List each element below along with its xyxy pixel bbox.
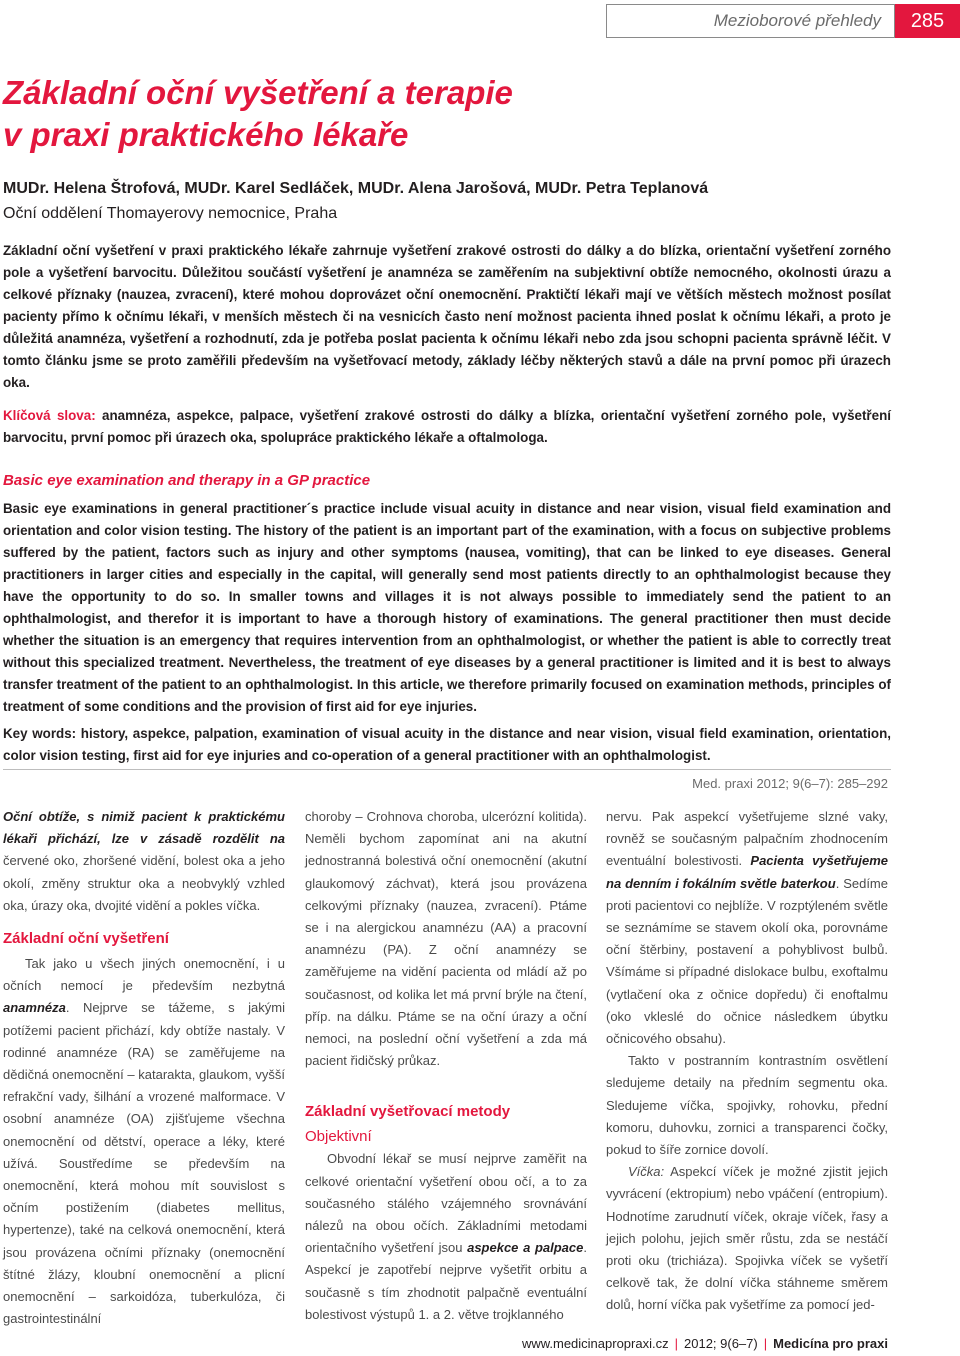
authors: MUDr. Helena Štrofová, MUDr. Karel Sedláček, MUDr. Alena Jarošová, MUDr. Petra Teplanová [3, 180, 709, 197]
abstract-en-title: Basic eye examination and therapy in a GP practice [3, 472, 371, 489]
citation: Med. praxi 2012; 9(6–7): 285–292 [692, 776, 888, 791]
col3-paragraph-1 [606, 806, 888, 1050]
col2-p2-term: aspekce a palpace [467, 1240, 584, 1256]
title-line-2: v praxi praktického lékaře [3, 116, 409, 153]
page-number: 285 [895, 4, 960, 38]
col2-p2-text-c: . Aspekcí je zapotřebí nejprve vyšetřit orbitu a současně s tím zhodnotit palpačně eventuální bolestivost výstupů 1. a 2. větve trojklanného [305, 1240, 587, 1322]
col2-p2-text-a: Obvodní lékař se musí nejprve zaměřit na celkové orientační vyšetření obou očí, a to za současného stálého vzájemného srovnávání nálezů na obou očích. Základními metodami orientačního vyšetření jsou [305, 1151, 587, 1256]
footer-divider-1: | [674, 1336, 678, 1351]
col3-p1-emphasis: Pacienta vyšetřujeme na denním i fokálním světle baterkou [606, 853, 889, 891]
article-title [3, 72, 903, 156]
section-heading-methods: Základní vyšetřovací metody [305, 1103, 511, 1121]
subheading-objective: Objektivní [305, 1128, 372, 1146]
eyelids-label: Víčka: [628, 1164, 665, 1180]
abstract-en: Basic eye examinations in general practitioner´s practice include visual acuity in distance and near vision, visual field examination and orientation and color vision testing. The history of the patient is an important part of the examination, with a focus on subjective problems suffered by the patient, factors such as injury and other symptoms (nausea, vomiting), that can be linked to eye diseases. General practitioners in larger cities and especially in the capital, will generally send most patients directly to an ophthalmologist because they have the opportunity to do so. In smaller towns and villages it is not always possible to immediately send the patient to an ophthalmologist, and therefor it is important to have a thorough history of examinations. The general practitioner then must decide whether the situation is an emergency that requires intervention from an ophthalmologist, or whether the patient is able to correctly treat without this specialized treatment. Nevertheless, the treatment of eye diseases by a general practitioner is limited and it is best to always transfer treatment of the patient to an ophthalmologist. In this article, we therefore primarily focused on examination methods, principles of treatment of some conditions and the provision of first aid for eye injuries. [3, 501, 891, 714]
footer-url[interactable]: www.medicinapropraxi.cz [521, 1336, 669, 1351]
section-heading-basic-exam: Základní oční vyšetření [3, 930, 169, 948]
intro-lead: Oční obtíže, s nimiž pacient k praktickému lékaři přichází, lze v zásadě rozdělit na [3, 809, 285, 847]
keywords-en [3, 723, 891, 767]
anamnesis-text-a: Tak jako u všech jiných onemocnění, i u očních nemocí je především nezbytná [3, 956, 285, 994]
col3-paragraph-2: Takto v postranním kontrastním osvětlení sledujeme detaily na předním segmentu oka. Sledujeme víčka, spojivky, rohovku, přední komoru, duhovku, zornici a transparenci čočky, pokud to šíře zornice dovolí. [606, 1053, 888, 1158]
footer-issue: 2012; 9(6–7) [684, 1336, 758, 1351]
intro-paragraph [3, 806, 285, 917]
col3-p1-text-a: nervu. Pak aspekcí vyšetřujeme slzné vaky, rovněž se současným palpačním zhodnocením eventuální bolestivosti. [606, 809, 888, 869]
anamnesis-text-c: . Nejprve se tážeme, s jakými potížemi pacient přichází, kdy obtíže nastaly. V rodinné anamnéze (RA) se zaměřujeme na dědičná onemocnění – katarakta, glaukom, vyšší refrakční vady, šilhání a vrozené malformace. V osobní anamnéze (OA) zjišťujeme všechna onemocnění od dětství, operace a léky, které užívá. Soustředíme se především na onemocnění, která mohou mít souvislost s očním postižením (diabetes mellitus, hypertenze), také na celková onemocnění, která jsou provázena očními příznaky (onemocnění štítné žlázy, kloubní onemocnění a plicní onemocnění – sarkoidóza, tuberkulóza, či gastrointestinální [3, 1000, 285, 1327]
body-column-3 [606, 806, 888, 1317]
abstract-cz: Základní oční vyšetření v praxi praktického lékaře zahrnuje vyšetření zrakové ostrosti do dálky a do blízka, orientační vyšetření zorného pole a vyšetření barvocitu. Důležitou součástí vyšetření je anamnéza se zaměřením na subjektivní obtíže nemocného, okolnosti úrazu a celkové příznaky (nauzea, zvracení), které mohou doprovázet oční onemocnění. Praktičtí lékaři mají ve větších městech možnost posílat pacienty přímo k očnímu lékaři, v menších městech či na vesnicích často není možnost pacienta ihned poslat k očnímu lékaři, a proto je důležitá anamnéza, vyšetření a rozhodnutí, zda je potřeba poslat pacienta k očnímu lékaři nebo zda jsou schopni pacienta správně léčit. V tomto článku jsme se proto zaměřili především na vyšetřovací metody, základy léčby některých stavů a dále na první pomoc při úrazech oka. [3, 243, 891, 390]
col3-paragraph-3 [606, 1161, 888, 1316]
title-line-1: Základní oční vyšetření a terapie [3, 74, 513, 111]
abstract-divider [3, 769, 891, 770]
col3-p3-text: Aspekcí víček je možné zjistit jejich vyvrácení (ektropium) nebo vpáčení (entropium). Hodnotíme zarudnutí víček, okraje víček, řasy a jejich polohu, jejich směr růstu, zda se nestáčí proti oku (trichiáza). Spojivka víček se vyšetří celkově tak, že dolní víčka stáhneme směrem dolů, horní víčka pak vyšetříme za pomocí jed- [606, 1164, 888, 1313]
intro-rest: červené oko, zhoršené vidění, bolest oka a jeho okolí, změny struktur oka a neobvyklý vzhled oka, úrazy oka, dvojité vidění a pokles víčka. [3, 853, 285, 913]
body-column-1 [3, 806, 285, 1330]
col2-paragraph-1: choroby – Crohnova choroba, ulcerózní kolitida). Neměli bychom zapomínat ani na akutní jednostranná bolestivá oční onemocnění (akutní glaukomový záchvat), která jsou provázena celkovými příznaky (nauzea, zvracení). Ptáme se i na alergickou anamnézu (AA) a pracovní anamnézu (PA). Z oční anamnézy se zaměřujeme na vidění pacienta od mládí až po současnost, od kolika let má první brýle na čtení, příp. na dálku. Ptáme se na oční úrazy a oční nemoci, na poslední oční vyšetření a zda má pacient řidičský průkaz. [305, 809, 587, 1069]
page-footer [500, 1336, 888, 1351]
anamnesis-term: anamnéza [3, 1000, 66, 1016]
keywords-cz-label: Klíčová slova: [3, 408, 96, 423]
keywords-en-text: history, aspekce, palpation, examination of visual acuity in the distance and near vision, visual field examination, orientation, color vision testing, first aid for eye injuries and co-operation of a general practitioner with an ophthalmologist. [3, 726, 891, 763]
body-column-2 [305, 806, 587, 1326]
anamnesis-paragraph [3, 953, 285, 1330]
keywords-cz [3, 405, 891, 449]
keywords-cz-text: anamnéza, aspekce, palpace, vyšetření zrakové ostrosti do dálky a blízka, orientační vyšetření zorného pole, vyšetření barvocitu, první pomoc při úrazech oka, spolupráce praktického lékaře a oftalmologa. [3, 408, 891, 445]
section-label: Mezioborové přehledy [713, 11, 881, 30]
footer-divider-2: | [763, 1336, 768, 1351]
affiliation: Oční oddělení Thomayerovy nemocnice, Praha [3, 205, 338, 222]
col3-p1-text-c: . Sedíme proti pacientovi co nejblíže. V rozptýleném světle se seznámíme se stavem okolí oka, porovnáme oční štěrbiny, postavení a pohyblivost bulbů. Všímáme si případné dislokace bulbu, exoftalmu (vytlačení oka z očnice dopředu) či enoftalmu (oko vkleslé do očnice následkem úbytku očnicového obsahu). [606, 875, 888, 1047]
col2-paragraph-2 [305, 1148, 587, 1326]
keywords-en-label: Key words: [3, 726, 77, 741]
footer-journal: Medicína pro praxi [773, 1336, 888, 1351]
